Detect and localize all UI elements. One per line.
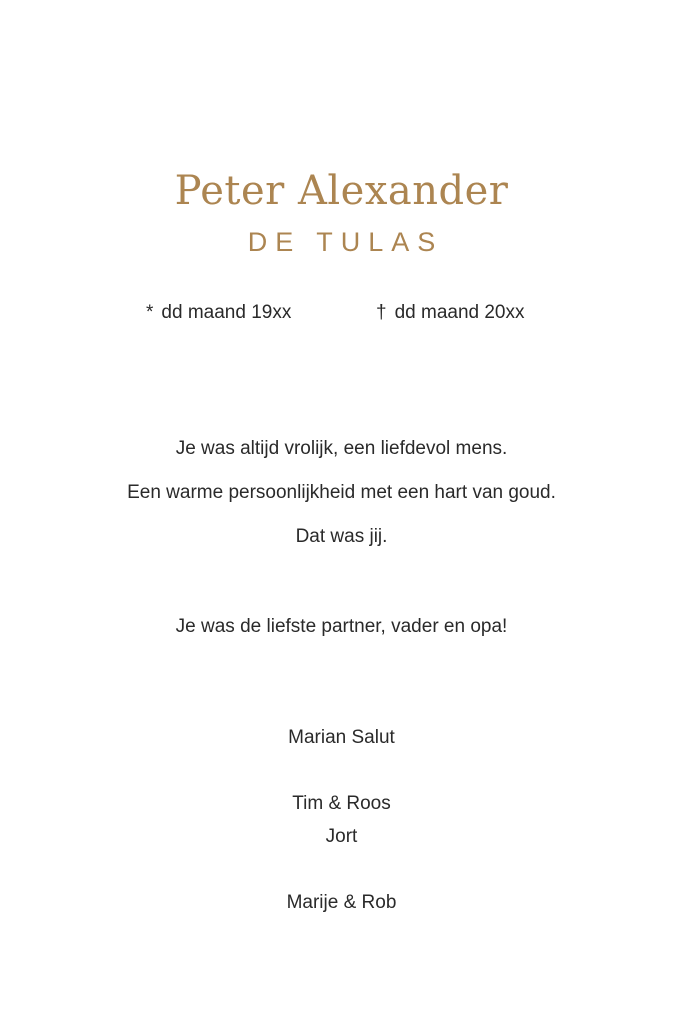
deceased-first-name: Peter Alexander <box>174 168 509 214</box>
life-dates <box>0 299 683 327</box>
death-cross-icon: † <box>376 302 387 323</box>
birth-date-group <box>146 299 291 327</box>
family-partner: Marian Salut <box>288 727 395 748</box>
death-date-group <box>376 299 525 327</box>
family-child-2: Marije & Rob <box>286 892 397 913</box>
verse-line-1: Je was altijd vrolijk, een liefdevol mens. <box>175 438 508 459</box>
death-date: dd maand 20xx <box>394 302 525 323</box>
verse-line-2: Een warme persoonlijkheid met een hart van goud. <box>127 482 556 503</box>
deceased-surname: DE TULAS <box>247 227 444 257</box>
verse-line-4: Je was de liefste partner, vader en opa! <box>175 616 508 637</box>
verse-line-3: Dat was jij. <box>295 526 388 547</box>
family-grandchild-1: Jort <box>325 826 358 847</box>
birth-date: dd maand 19xx <box>161 302 292 323</box>
birth-star-icon: * <box>146 302 154 323</box>
family-child-1: Tim & Roos <box>292 793 391 814</box>
